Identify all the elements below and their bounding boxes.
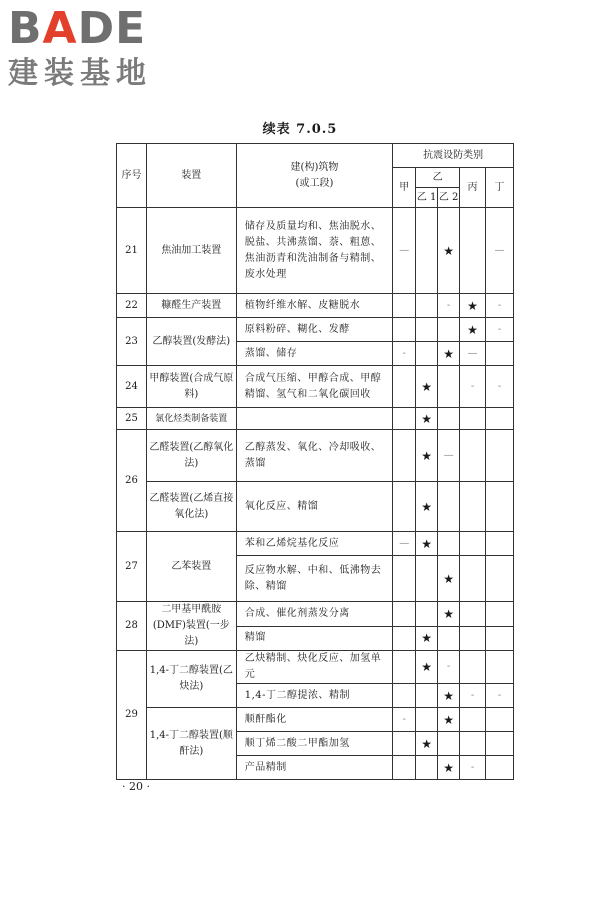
bing-cell: — [460,342,486,366]
bing-cell: ★ [460,294,486,318]
yi1-cell: ★ [416,732,438,756]
building-cell [236,408,393,430]
table-row [117,294,514,318]
device-cell: 乙醛装置(乙醇氧化法) [146,430,236,482]
yi1-cell: ★ [416,626,438,651]
row-number: 29 [117,651,147,780]
header-yi1: 乙 1 [416,188,438,208]
device-cell: 氯化烃类制备装置 [146,408,236,430]
yi2-cell [438,408,460,430]
row-number: 22 [117,294,147,318]
yi2-cell: ★ [438,684,460,708]
ding-cell [486,430,514,482]
device-cell: 1,4-丁二醇装置(乙炔法) [146,651,236,708]
yi2-cell: ★ [438,756,460,780]
bing-cell: ★ [460,318,486,342]
device-cell: 1,4-丁二醇装置(顺酐法) [146,708,236,780]
row-number: 26 [117,430,147,532]
header-yi: 乙 [416,168,460,188]
yi2-cell [438,482,460,532]
yi1-cell [416,756,438,780]
table-row [117,532,514,556]
building-cell: 顺丁烯二酸二甲酯加氢 [236,732,393,756]
yi1-cell: ★ [416,651,438,684]
row-number: 28 [117,602,147,651]
row-number: 27 [117,532,147,602]
yi1-cell [416,342,438,366]
bing-cell [460,556,486,602]
logo-subtitle: 建装基地 [8,56,152,91]
ding-cell [486,651,514,684]
bing-cell: - [460,366,486,408]
bing-cell [460,482,486,532]
table-row [117,602,514,627]
yi1-cell [416,294,438,318]
yi1-cell [416,318,438,342]
header-building: 建(构)筑物 (或工段) [236,144,393,208]
table-row [117,430,514,482]
header-jia: 甲 [393,168,416,208]
page-number: · 20 · [122,780,150,793]
yi2-cell [438,366,460,408]
building-cell: 储存及质量均和、焦油脱水、脱盐、共沸蒸馏、萘、粗蒽、焦油沥青和洗油制备与精制、废水处理 [236,208,393,294]
table-caption: 续表 7.0.5 [262,122,338,137]
ding-cell: - [486,366,514,408]
yi2-cell [438,732,460,756]
bing-cell [460,732,486,756]
jia-cell: - [393,708,416,732]
header-category-group: 抗震设防类别 [393,144,514,168]
ding-cell: - [486,318,514,342]
bing-cell [460,626,486,651]
bing-cell [460,602,486,627]
header-bing: 丙 [460,168,486,208]
jia-cell [393,602,416,627]
table-row [117,366,514,408]
ding-cell [486,408,514,430]
jia-cell [393,366,416,408]
bing-cell [460,532,486,556]
building-cell: 反应物水解、中和、低沸物去除、精馏 [236,556,393,602]
jia-cell [393,756,416,780]
ding-cell [486,708,514,732]
yi1-cell: ★ [416,430,438,482]
jia-cell [393,482,416,532]
device-cell: 二甲基甲酰胺(DMF)装置(一步法) [146,602,236,651]
yi2-cell [438,532,460,556]
header-yi2: 乙 2 [438,188,460,208]
jia-cell: - [393,342,416,366]
header-seq: 序号 [117,144,147,208]
building-cell: 产品精制 [236,756,393,780]
building-cell: 精馏 [236,626,393,651]
building-cell: 乙醇蒸发、氧化、冷却吸收、蒸馏 [236,430,393,482]
building-cell: 植物纤维水解、皮糖脱水 [236,294,393,318]
brand-logo [8,3,178,96]
row-number: 24 [117,366,147,408]
device-cell: 甲醇装置(合成气原料) [146,366,236,408]
yi1-cell [416,208,438,294]
yi1-cell: ★ [416,408,438,430]
yi1-cell: ★ [416,532,438,556]
logo-wordmark: BADE [8,3,147,54]
yi2-cell: — [438,430,460,482]
row-number: 21 [117,208,147,294]
ding-cell [486,556,514,602]
yi2-cell [438,626,460,651]
jia-cell [393,732,416,756]
jia-cell: — [393,208,416,294]
yi2-cell: - [438,651,460,684]
device-cell: 糠醛生产装置 [146,294,236,318]
ding-cell [486,342,514,366]
device-cell: 乙苯装置 [146,532,236,602]
device-cell: 乙醛装置(乙烯直接氧化法) [146,482,236,532]
row-number: 23 [117,318,147,366]
ding-cell: - [486,294,514,318]
yi2-cell: ★ [438,602,460,627]
seismic-category-table [116,143,514,780]
bing-cell [460,208,486,294]
yi2-cell [438,318,460,342]
header-device: 装置 [146,144,236,208]
jia-cell [393,408,416,430]
building-cell: 氧化反应、精馏 [236,482,393,532]
table-row [117,708,514,732]
jia-cell [393,556,416,602]
building-cell: 合成、催化剂蒸发分离 [236,602,393,627]
building-cell: 蒸馏、储存 [236,342,393,366]
jia-cell [393,294,416,318]
jia-cell [393,626,416,651]
ding-cell [486,626,514,651]
jia-cell [393,318,416,342]
bing-cell [460,430,486,482]
table-row [117,651,514,684]
table-row [117,482,514,532]
row-number: 25 [117,408,147,430]
building-cell: 苯和乙烯烷基化反应 [236,532,393,556]
jia-cell: — [393,532,416,556]
building-cell: 顺酐酯化 [236,708,393,732]
building-cell: 原料粉碎、糊化、发酵 [236,318,393,342]
bing-cell: - [460,756,486,780]
yi2-cell: ★ [438,342,460,366]
bing-cell [460,651,486,684]
yi2-cell: ★ [438,208,460,294]
building-cell: 合成气压缩、甲醇合成、甲醇精馏、氢气和二氧化碳回收 [236,366,393,408]
device-cell: 焦油加工装置 [146,208,236,294]
jia-cell [393,651,416,684]
ding-cell: — [486,208,514,294]
yi1-cell: ★ [416,482,438,532]
yi2-cell: ★ [438,556,460,602]
yi1-cell [416,684,438,708]
ding-cell [486,732,514,756]
header-ding: 丁 [486,168,514,208]
building-cell: 乙炔精制、炔化反应、加氢单元 [236,651,393,684]
device-cell: 乙醇装置(发酵法) [146,318,236,366]
table-row [117,208,514,294]
yi1-cell [416,708,438,732]
jia-cell [393,684,416,708]
table-row [117,408,514,430]
yi2-cell: ★ [438,708,460,732]
bing-cell: - [460,684,486,708]
ding-cell: - [486,684,514,708]
ding-cell [486,482,514,532]
jia-cell [393,430,416,482]
yi2-cell: - [438,294,460,318]
building-cell: 1,4-丁二醇提浓、精制 [236,684,393,708]
yi1-cell [416,602,438,627]
bing-cell [460,408,486,430]
ding-cell [486,756,514,780]
bing-cell [460,708,486,732]
ding-cell [486,532,514,556]
ding-cell [486,602,514,627]
table-row [117,318,514,342]
yi1-cell: ★ [416,366,438,408]
yi1-cell [416,556,438,602]
